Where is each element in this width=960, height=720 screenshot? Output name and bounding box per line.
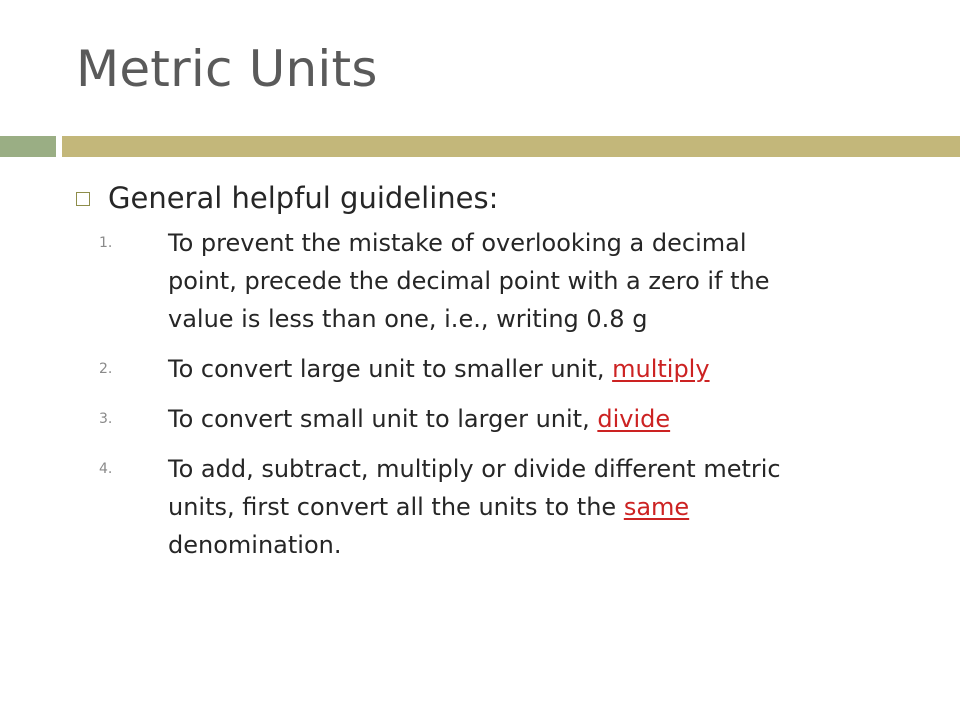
bullet-item [76, 178, 936, 218]
list-text-plain: To convert large unit to smaller unit, [168, 355, 613, 383]
slide-content [76, 178, 936, 576]
accent-bar-right [62, 136, 960, 157]
list-item [97, 224, 936, 338]
accent-bar-left [0, 136, 56, 157]
list-item [97, 450, 936, 564]
list-text-plain: To convert small unit to larger unit, [168, 405, 598, 433]
square-bullet-icon [76, 192, 90, 206]
highlighted-word: same [623, 493, 690, 521]
bullet-text: General helpful guidelines: [108, 181, 499, 215]
highlighted-word: divide [597, 405, 671, 433]
numbered-list [97, 224, 936, 564]
list-text-line: To add, subtract, multiply or divide different metric [168, 455, 781, 483]
list-text-line: point, precede the decimal point with a zero if the [168, 267, 770, 295]
list-item [97, 350, 936, 388]
list-number: 3. [99, 411, 113, 427]
list-text-line: To prevent the mistake of overlooking a decimal [168, 229, 747, 257]
list-number: 2. [99, 361, 113, 377]
list-text-line: value is less than one, i.e., writing 0.8 g [168, 305, 648, 333]
slide-title: Metric Units [76, 40, 378, 98]
list-text [168, 350, 920, 388]
list-text [168, 400, 920, 438]
list-item [97, 400, 936, 438]
list-text [168, 224, 920, 338]
list-text [168, 450, 920, 564]
list-text-plain: units, first convert all the units to the [168, 493, 624, 521]
list-text-line: denomination. [168, 531, 342, 559]
list-number: 4. [99, 461, 113, 477]
highlighted-word: multiply [612, 355, 710, 383]
list-number: 1. [99, 235, 113, 251]
